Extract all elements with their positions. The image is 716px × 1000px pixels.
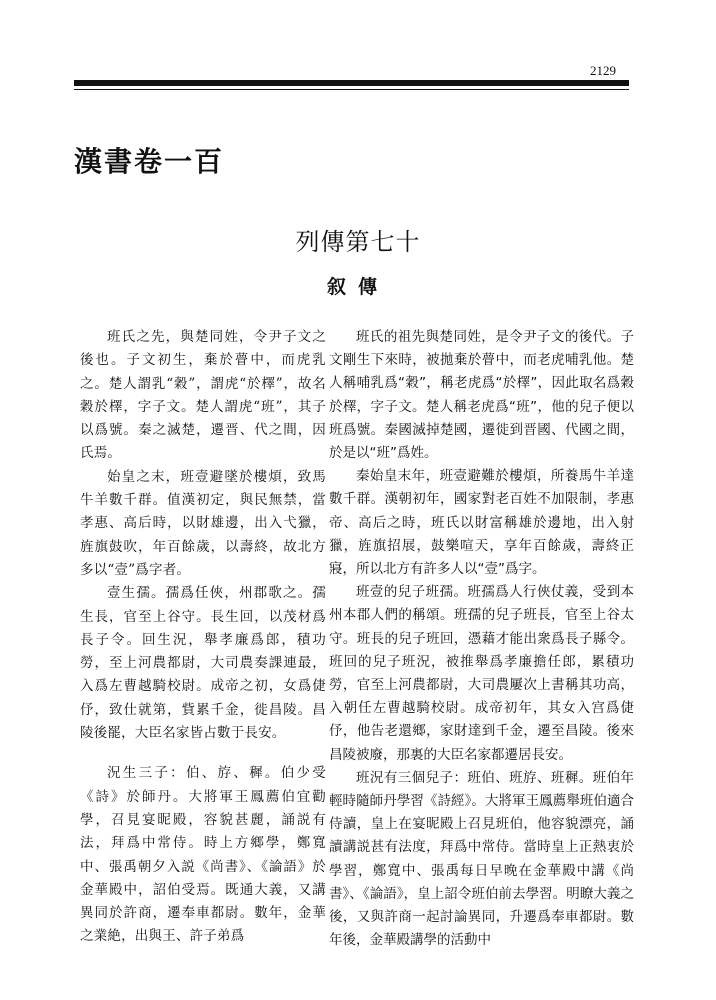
top-thick-rule — [74, 80, 629, 86]
left-paragraph: 況生三子：伯、斿、穉。伯少受《詩》於師丹。大將軍王鳳薦伯宜勸學，召見宴昵殿，容貌甚麗，誦説有法，拜爲中常侍。時上方鄉學，鄭寬中、張禹朝夕入説《尚書》、《論語》於金華殿中，詔伯受焉。既通大義，又講異同於許商，遷奉車都尉。數年，金華之業絶，出與王、許子弟爲 — [80, 765, 326, 945]
left-paragraph: 始皇之末，班壹避墜於樓煩，致馬牛羊數千群。值漢初定，與民無禁，當孝惠、高后時，以財雄邊，出入弋獵，旌旗鼓吹，年百餘歲，以壽終，故北方多以“壹”爲字者。 — [80, 468, 326, 578]
page-number: 2129 — [590, 63, 616, 78]
section-title: 叙傳 — [326, 276, 389, 298]
right-paragraph: 班壹的兒子班孺。班孺爲人行俠仗義，受到本州本郡人們的稱頌。班孺的兒子班長，官至上谷太守。班長的兒子班回，憑藉才能出衆爲長子縣令。班回的兒子班況，被推舉爲孝廉擔任郎，累積功勞，官至上河農都尉，大司農屢次上書稱其功高，入朝任左曹越騎校尉。成帝初年，其女入宫爲倢伃，他告老還鄉，家財達到千金，遷至昌陵。後來昌陵被廢，那裏的大臣名家都遷居長安。 — [329, 584, 634, 763]
chapter-title: 列傳第七十 — [295, 228, 421, 256]
right-paragraph: 秦始皇末年，班壹避難於樓煩，所養馬牛羊達數千群。漢朝初年，國家對老百姓不加限制，孝惠帝、高后之時，班氏以財富稱雄於邊地，出入射獵，旌旗招展，鼓樂喧天，享年百餘歲，壽終正寢，所以北方有許多人以“壹”爲字。 — [329, 468, 634, 578]
left-column — [80, 326, 326, 949]
right-paragraph: 班氏的祖先與楚同姓，是令尹子文的後代。子文剛生下來時，被拋棄於瞢中，而老虎哺乳他。楚人稱哺乳爲“穀”，稱老虎爲“於檡”，因此取名爲穀於檡，字子文。楚人稱老虎爲“班”，他的兒子便以班爲號。秦國滅掉楚國，遷徙到晋國、代國之間，於是以“班”爲姓。 — [329, 329, 634, 462]
volume-title: 漢書卷一百 — [74, 145, 225, 178]
top-thin-rule — [74, 89, 629, 90]
left-paragraph: 壹生孺。孺爲任俠，州郡歌之。孺生長，官至上谷守。長生回，以茂材爲長子令。回生況，舉孝廉爲郎，積功勞，至上河農都尉，大司農奏課連最，入爲左曹越騎校尉。成帝之初，女爲倢伃，致仕就第，貲累千金，徙昌陵。昌陵後罷，大臣名家皆占數于長安。 — [80, 585, 326, 742]
right-paragraph: 班況有三個兒子：班伯、班斿、班穉。班伯年輕時隨師丹學習《詩經》。大將軍王鳳薦舉班伯適合侍讀，皇上在宴昵殿上召見班伯，他容貌漂亮，誦讀講説甚有法度，拜爲中常侍。當時皇上正熱衷於學習，鄭寬中、張禹每日早晚在金華殿中講《尚書》、《論語》，皇上詔令班伯前去學習。明瞭大義之後，又與許商一起討論異同，升遷爲奉車都尉。數年後，金華殿講學的活動中 — [329, 769, 634, 949]
left-paragraph: 班氏之先，與楚同姓，令尹子文之後也。子文初生，棄於瞢中，而虎乳之。楚人謂乳“穀”，謂虎“於檡”，故名穀於檡，字子文。楚人謂虎“班”，其子以爲號。秦之滅楚，遷晋、代之間，因氏焉。 — [80, 329, 326, 462]
right-column — [329, 326, 634, 952]
